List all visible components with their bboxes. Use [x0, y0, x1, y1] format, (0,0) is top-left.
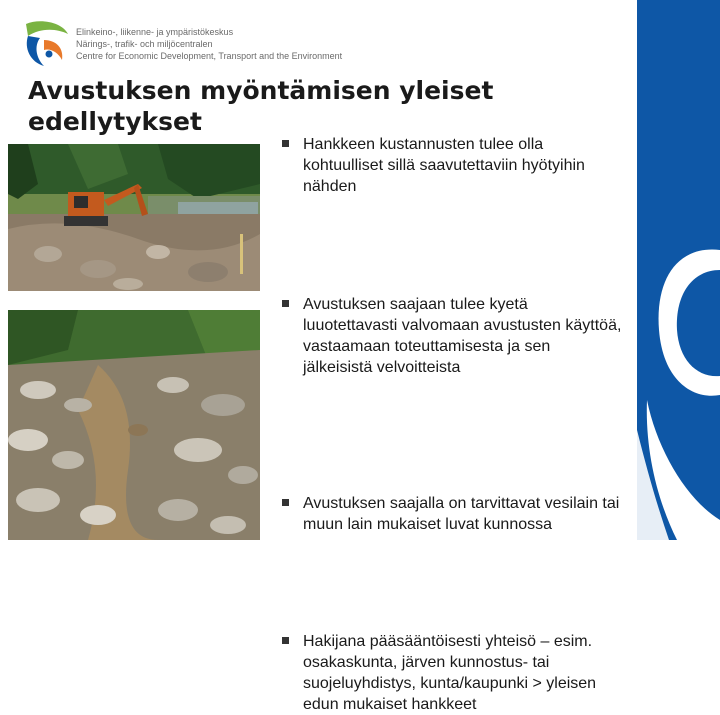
bullet-text: Hankkeen kustannusten tulee olla kohtuulliset sillä saavutettaviin hyötyihin nähden — [303, 136, 585, 195]
square-bullet-icon — [282, 637, 289, 644]
square-bullet-icon — [282, 499, 289, 506]
excavator-river-photo — [8, 144, 260, 291]
organization-line-fi: Elinkeino-, liikenne- ja ympäristökeskus — [76, 27, 234, 37]
square-bullet-icon — [282, 300, 289, 307]
organization-line-sv: Närings-, trafik- och miljöcentralen — [76, 39, 213, 49]
bullet-text: Avustuksen saajaan tulee kyetä luuotettavasti valvomaan avustusten käyttöä, vastaamaan toteuttamisesta ja sen jälkeisistä velvoitteista — [303, 296, 622, 376]
rocky-stream-photo — [8, 310, 260, 540]
bullet-list — [282, 134, 622, 713]
bullet-item — [282, 294, 622, 378]
organization-name — [76, 26, 342, 62]
square-bullet-icon — [282, 140, 289, 147]
bullet-item — [282, 134, 622, 197]
bullet-item — [282, 631, 622, 715]
ely-logo — [22, 18, 72, 68]
slide-title: Avustuksen myöntämisen yleiset edellytykset — [28, 76, 494, 136]
bullet-text: Hakijana pääsääntöisesti yhteisö – esim. osakaskunta, järven kunnostus- tai suojeluyhdistys, kunta/kaupunki > yleisen edun mukaiset hankkeet — [303, 633, 597, 713]
bullet-text: Avustuksen saajalla on tarvittavat vesilain tai muun lain mukaiset luvat kunnossa — [303, 495, 620, 533]
organization-line-en: Centre for Economic Development, Transport and the Environment — [76, 51, 343, 61]
bullet-item — [282, 493, 622, 535]
brand-sidebar — [637, 0, 720, 540]
